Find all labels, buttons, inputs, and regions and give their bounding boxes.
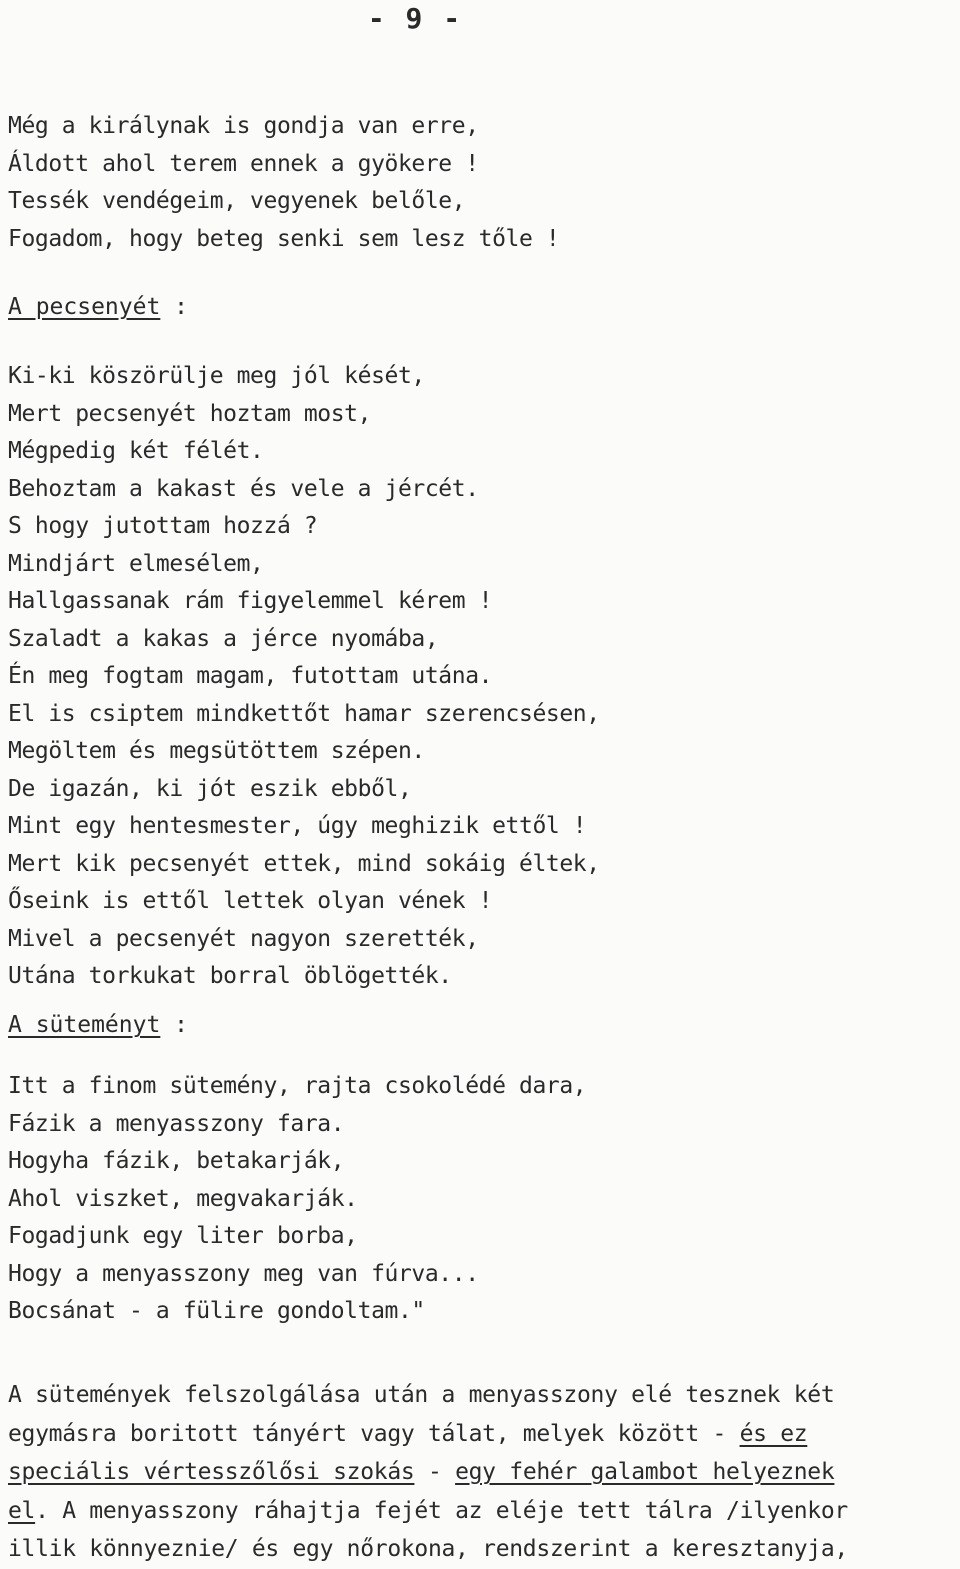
verse-line: Mivel a pecsenyét nagyon szerették, [8,925,479,952]
stanza-2 [8,358,600,996]
prose-text: . A menyasszony ráhajtja fejét az eléje tett tálra /ilyenkor [35,1497,848,1524]
section-heading-suffix: : [160,294,189,320]
verse-line: Tessék vendégeim, vegyenek belőle, [8,188,466,214]
prose-underlined-text: el [8,1497,36,1524]
verse-line: Én meg fogtam magam, futottam utána. [8,663,493,689]
prose-underlined-text: egy fehér galambot helyeznek [455,1459,835,1485]
verse-line: El is csiptem mindkettőt hamar szerencsésen, [8,700,600,727]
prose-line [8,1492,848,1531]
prose-line [8,1415,848,1454]
verse-line: S hogy jutottam hozzá ? [8,513,318,539]
verse-line: Ahol viszket, megvakarják. [8,1185,358,1212]
verse-line: Fogadjunk egy liter borba, [8,1223,358,1249]
verse-line: Itt a finom sütemény, rajta csokolédé dara, [8,1073,587,1099]
verse-line: Fogadom, hogy beteg senki sem lesz tőle ! [8,225,560,252]
verse-line: Megöltem és megsütöttem szépen. [8,738,425,764]
verse-line: Áldott ahol terem ennek a gyökere ! [8,150,479,177]
verse-line: Mert kik pecsenyét ettek, mind sokáig éltek, [8,850,600,877]
prose-text: egymásra boritott tányért vagy tálat, melyek között - [8,1420,740,1447]
verse-line: Mindjárt elmesélem, [8,550,264,577]
verse-line: Utána torkukat borral öblögették. [8,963,452,989]
section-heading-label: A pecsenyét [8,294,161,320]
verse-line: Hogy a menyasszony meg van fúrva... [8,1260,479,1287]
section-heading-cake [8,1012,188,1038]
page-number: - 9 - [367,2,463,35]
verse-line: Szaladt a kakas a jérce nyomába, [8,625,439,652]
verse-line: Őseink is ettől lettek olyan vének ! [8,888,493,914]
prose-paragraph [8,1376,848,1569]
verse-line: Behoztam a kakast és vele a jércét. [8,475,479,502]
section-heading-suffix: : [160,1012,189,1038]
verse-line: Mert pecsenyét hoztam most, [8,400,372,427]
verse-line: Hallgassanak rám figyelemmel kérem ! [8,588,493,614]
verse-line: Még a királynak is gondja van erre, [8,113,479,139]
prose-underlined-text: és ez [739,1420,808,1447]
verse-line: Mint egy hentesmester, úgy meghizik ettől ! [8,813,587,839]
verse-line: Fázik a menyasszony fara. [8,1110,345,1137]
prose-line: A sütemények felszolgálása után a menyasszony elé tesznek két [8,1382,835,1408]
prose-text: - [414,1459,456,1485]
section-heading-roast [8,294,188,320]
prose-line: illik könnyeznie/ és egy nőrokona, rendszerint a keresztanyja, [8,1536,848,1562]
verse-line: De igazán, ki jót eszik ebből, [8,775,412,802]
stanza-1 [8,108,559,258]
section-heading-label: A süteményt [8,1012,161,1038]
verse-line: Hogyha fázik, betakarják, [8,1148,345,1174]
verse-line: Mégpedig két félét. [8,438,264,464]
verse-line: Bocsánat - a fülire gondoltam." [8,1298,425,1324]
prose-line [8,1453,848,1492]
verse-line: Ki-ki köszörülje meg jól kését, [8,363,425,389]
stanza-3 [8,1068,586,1331]
prose-underlined-text: speciális vértesszőlősi szokás [8,1459,415,1485]
